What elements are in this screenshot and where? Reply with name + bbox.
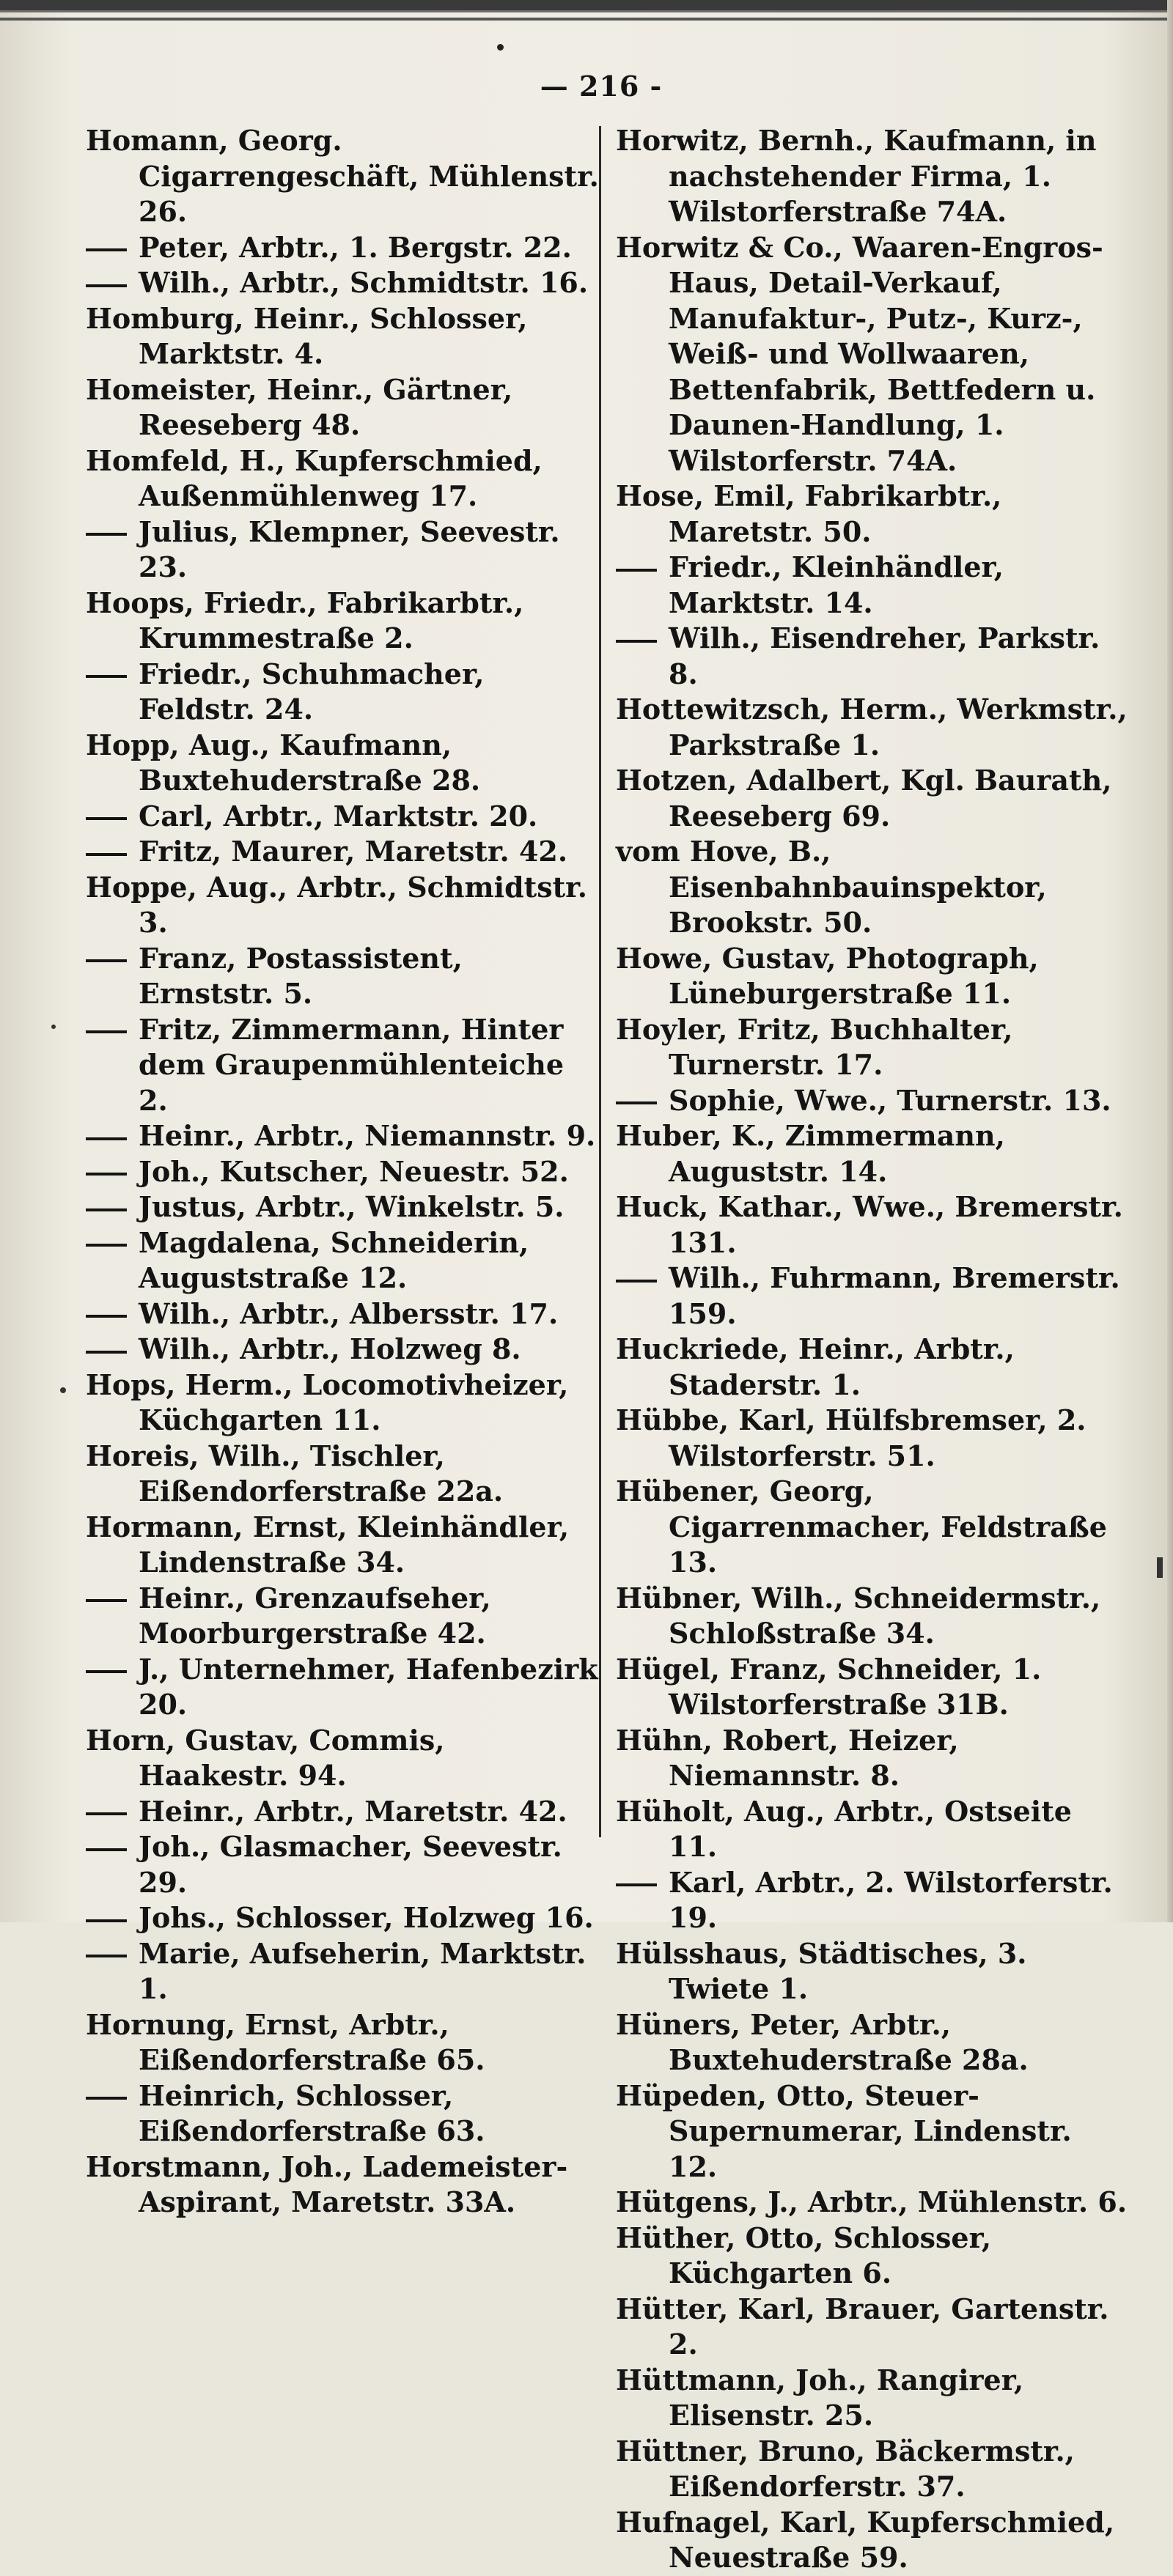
entry-text: Homeister, Heinr., Gärtner, Reeseberg 48.	[86, 372, 513, 441]
right-column	[616, 123, 1129, 2576]
directory-entry	[616, 2078, 1129, 2185]
entry-text: Fritz, Maurer, Maretstr. 42.	[139, 835, 568, 868]
entry-text: Hopp, Aug., Kaufmann, Buxtehuderstraße 28.	[86, 728, 481, 797]
directory-entry	[616, 2434, 1129, 2505]
directory-entry	[616, 2363, 1129, 2434]
entry-text: Hotzen, Adalbert, Kgl. Baurath, Reeseberg 69.	[616, 764, 1112, 833]
entry-text: Joh., Glasmacher, Seevestr. 29.	[139, 1830, 562, 1899]
ditto-dash	[86, 959, 127, 962]
entry-text: Horeis, Wilh., Tischler, Eißendorferstraße 22a.	[86, 1439, 504, 1507]
directory-entry	[86, 514, 599, 586]
ditto-dash	[86, 1351, 127, 1354]
directory-entry	[616, 1652, 1129, 1723]
entry-text: Hormann, Ernst, Kleinhändler, Lindenstraße 34.	[86, 1510, 570, 1579]
entry-text: Hübbe, Karl, Hülfsbremser, 2. Wilstorferstr. 51.	[616, 1403, 1086, 1472]
entry-text: Hülsshaus, Städtisches, 3. Twiete 1.	[616, 1936, 1027, 2005]
directory-entry	[616, 1865, 1129, 1936]
directory-entry	[86, 870, 599, 941]
directory-entry	[86, 443, 599, 514]
directory-entry	[616, 1189, 1129, 1261]
ditto-dash	[86, 817, 127, 820]
entry-text: Hügel, Franz, Schneider, 1. Wilstorferstraße 31B.	[616, 1652, 1042, 1721]
directory-entry	[86, 2078, 599, 2149]
directory-entry	[86, 123, 599, 230]
ditto-dash	[86, 1812, 127, 1815]
directory-entry	[616, 621, 1129, 692]
ditto-dash	[86, 1173, 127, 1176]
directory-entry	[86, 728, 599, 799]
directory-entry	[86, 372, 599, 443]
entry-text: Wilh., Arbtr., Holzweg 8.	[139, 1332, 521, 1365]
entry-text: vom Hove, B., Eisenbahnbauinspektor, Brookstr. 50.	[616, 835, 1047, 939]
ditto-dash	[86, 1599, 127, 1602]
entry-text: Hoppe, Aug., Arbtr., Schmidtstr. 3.	[86, 870, 587, 939]
directory-entry	[86, 1439, 599, 1510]
directory-entry	[86, 1225, 599, 1296]
ditto-dash	[616, 1280, 657, 1283]
directory-entry	[86, 1936, 599, 2007]
directory-entry	[616, 230, 1129, 479]
entry-text: Julius, Klempner, Seevestr. 23.	[139, 514, 560, 583]
directory-entry	[616, 941, 1129, 1012]
entry-text: Marie, Aufseherin, Marktstr. 1.	[139, 1936, 586, 2005]
directory-entry	[616, 1936, 1129, 2007]
entry-text: Hufnagel, Karl, Kupferschmied, Neuestraße 59.	[616, 2505, 1115, 2574]
entry-text: Carl, Arbtr., Marktstr. 20.	[139, 799, 538, 833]
ditto-dash	[86, 675, 127, 678]
entry-text: Johs., Schlosser, Holzweg 16.	[139, 1901, 594, 1934]
entry-text: Heinrich, Schlosser, Eißendorferstraße 63.	[139, 2078, 485, 2147]
left-column	[86, 123, 599, 2221]
entry-text: Hornung, Ernst, Arbtr., Eißendorferstraße 65.	[86, 2007, 485, 2076]
directory-entry	[86, 834, 599, 870]
directory-entry	[86, 1794, 599, 1830]
ditto-dash	[86, 1208, 127, 1211]
directory-entry	[616, 1474, 1129, 1581]
page-number: — 216 -	[540, 70, 663, 103]
directory-entry	[86, 1652, 599, 1723]
entry-text: Horn, Gustav, Commis, Haakestr. 94.	[86, 1723, 445, 1792]
entry-text: Heinr., Grenzaufseher, Moorburgerstraße 42.	[139, 1581, 491, 1650]
entry-text: Huber, K., Zimmermann, Auguststr. 14.	[616, 1119, 1005, 1188]
directory-entry	[86, 941, 599, 1012]
ditto-dash	[86, 2097, 127, 2100]
entry-text: Homann, Georg. Cigarrengeschäft, Mühlenstr. 26.	[86, 124, 599, 228]
directory-entry	[86, 1829, 599, 1900]
directory-entry	[86, 1189, 599, 1225]
entry-text: Hops, Herm., Locomotivheizer, Küchgarten 11.	[86, 1368, 569, 1436]
entry-text: Horwitz & Co., Waaren-Engros-Haus, Detail-Verkauf, Manufaktur-, Putz-, Kurz-, Weiß- und Wollwaaren, Bettenfabrik, Bettfedern u. Daunen-Handlung, 1. Wilstorferstr. 74A.	[616, 230, 1103, 477]
entry-text: Hütter, Karl, Brauer, Gartenstr. 2.	[616, 2292, 1109, 2361]
ditto-dash	[86, 1030, 127, 1033]
entry-text: Hottewitzsch, Herm., Werkmstr., Parkstraße 1.	[616, 693, 1128, 761]
directory-entry	[616, 2505, 1129, 2576]
directory-entry	[86, 2007, 599, 2078]
entry-text: Hüners, Peter, Arbtr., Buxtehuderstraße 28a.	[616, 2007, 1029, 2076]
ditto-dash	[86, 248, 127, 251]
directory-entry	[616, 1403, 1129, 1474]
directory-entry	[86, 1900, 599, 1936]
directory-entry	[616, 1332, 1129, 1403]
directory-entry	[86, 2149, 599, 2221]
directory-entry	[616, 1261, 1129, 1332]
entry-text: Joh., Kutscher, Neuestr. 52.	[139, 1154, 569, 1188]
ditto-dash	[616, 1883, 657, 1886]
directory-entry	[616, 692, 1129, 763]
entry-text: Karl, Arbtr., 2. Wilstorferstr. 19.	[669, 1865, 1113, 1934]
ditto-dash	[86, 533, 127, 536]
ditto-dash	[86, 1137, 127, 1140]
directory-entry	[616, 1083, 1129, 1119]
entry-text: Hühn, Robert, Heizer, Niemannstr. 8.	[616, 1723, 959, 1792]
entry-text: Wilh., Arbtr., Albersstr. 17.	[139, 1296, 559, 1330]
directory-entry	[86, 301, 599, 372]
ditto-dash	[86, 284, 127, 287]
directory-entry	[616, 1012, 1129, 1083]
entry-text: Huck, Kathar., Wwe., Bremerstr. 131.	[616, 1190, 1123, 1259]
ink-speck	[60, 1387, 66, 1393]
entry-text: Hüttmann, Joh., Rangirer, Elisenstr. 25.	[616, 2363, 1024, 2432]
directory-entry	[86, 1332, 599, 1368]
directory-entry	[86, 1581, 599, 1652]
entry-text: Fritz, Zimmermann, Hinter dem Graupenmühlenteiche 2.	[139, 1012, 565, 1117]
directory-entry	[86, 265, 599, 301]
directory-entry	[86, 586, 599, 657]
entry-text: Hübener, Georg, Cigarrenmacher, Feldstraße 13.	[616, 1475, 1107, 1579]
entry-text: Hüholt, Aug., Arbtr., Ostseite 11.	[616, 1794, 1072, 1863]
column-divider	[599, 126, 601, 1837]
directory-entry	[86, 1118, 599, 1154]
entry-text: Hübner, Wilh., Schneidermstr., Schloßstraße 34.	[616, 1581, 1101, 1650]
top-border-rule-thin	[0, 18, 1173, 21]
entry-text: Wilh., Fuhrmann, Bremerstr. 159.	[669, 1261, 1120, 1330]
ink-speck	[51, 1025, 56, 1029]
ditto-dash	[86, 1244, 127, 1247]
directory-entry	[86, 657, 599, 728]
entry-text: Homburg, Heinr., Schlosser, Marktstr. 4.	[86, 301, 528, 370]
entry-text: Homfeld, H., Kupferschmied, Außenmühlenweg 17.	[86, 443, 543, 512]
entry-text: Heinr., Arbtr., Niemannstr. 9.	[139, 1119, 596, 1152]
ditto-dash	[86, 1955, 127, 1957]
directory-entry	[616, 1723, 1129, 1794]
ink-dot	[497, 44, 504, 51]
directory-entry	[86, 1368, 599, 1439]
entry-text: Horstmann, Joh., Lademeister-Aspirant, Maretstr. 33A.	[86, 2149, 568, 2218]
entry-text: Friedr., Schuhmacher, Feldstr. 24.	[139, 657, 485, 726]
directory-entry	[616, 123, 1129, 230]
directory-entry	[86, 1723, 599, 1794]
entry-text: Wilh., Eisendreher, Parkstr. 8.	[669, 621, 1100, 690]
entry-text: Hütgens, J., Arbtr., Mühlenstr. 6.	[616, 2185, 1128, 2218]
ditto-dash	[86, 1315, 127, 1318]
directory-entry	[616, 1581, 1129, 1652]
entry-text: Magdalena, Schneiderin, Auguststraße 12.	[139, 1225, 529, 1294]
directory-entry	[86, 1296, 599, 1332]
ditto-dash	[86, 1848, 127, 1851]
directory-entry	[616, 2185, 1129, 2221]
top-border-rule	[0, 0, 1173, 12]
edge-mark	[1157, 1557, 1163, 1578]
ditto-dash	[616, 569, 657, 572]
directory-entry	[616, 2221, 1129, 2292]
entry-text: Horwitz, Bernh., Kaufmann, in nachstehender Firma, 1. Wilstorferstraße 74A.	[616, 124, 1097, 228]
directory-entry	[86, 1510, 599, 1581]
entry-text: Justus, Arbtr., Winkelstr. 5.	[139, 1190, 565, 1223]
directory-entry	[86, 799, 599, 835]
entry-text: Franz, Postassistent, Ernststr. 5.	[139, 941, 463, 1010]
directory-entry	[86, 1154, 599, 1190]
entry-text: Howe, Gustav, Photograph, Lüneburgerstraße 11.	[616, 941, 1039, 1010]
entry-text: Hüpeden, Otto, Steuer-Supernumerar, Lindenstr. 12.	[616, 2078, 1072, 2183]
entry-text: Hüther, Otto, Schlosser, Küchgarten 6.	[616, 2221, 992, 2289]
ditto-dash	[616, 1101, 657, 1104]
directory-entry	[616, 2292, 1129, 2363]
directory-entry	[616, 763, 1129, 834]
directory-entry	[616, 1794, 1129, 1865]
directory-entry	[616, 1118, 1129, 1189]
page-edge	[1167, 0, 1173, 1922]
entry-text: Hose, Emil, Fabrikarbtr., Maretstr. 50.	[616, 479, 1002, 548]
entry-text: Peter, Arbtr., 1. Bergstr. 22.	[139, 230, 572, 264]
directory-entry	[616, 550, 1129, 621]
entry-text: Huckriede, Heinr., Arbtr., Staderstr. 1.	[616, 1332, 1015, 1401]
ditto-dash	[86, 853, 127, 856]
ditto-dash	[616, 640, 657, 643]
entry-text: Sophie, Wwe., Turnerstr. 13.	[669, 1083, 1111, 1117]
entry-text: Hoops, Friedr., Fabrikarbtr., Krummestraße 2.	[86, 586, 524, 654]
directory-entry	[86, 230, 599, 266]
entry-text: Friedr., Kleinhändler, Marktstr. 14.	[669, 550, 1004, 619]
entry-text: Hüttner, Bruno, Bäckermstr., Eißendorferstr. 37.	[616, 2434, 1075, 2503]
directory-entry	[616, 2007, 1129, 2078]
entry-text: Heinr., Arbtr., Maretstr. 42.	[139, 1794, 567, 1828]
directory-entry	[616, 834, 1129, 941]
directory-entry	[86, 1012, 599, 1119]
entry-text: Hoyler, Fritz, Buchhalter, Turnerstr. 17.	[616, 1012, 1013, 1081]
directory-entry	[616, 479, 1129, 550]
entry-text: Wilh., Arbtr., Schmidtstr. 16.	[139, 266, 589, 299]
entry-text: J., Unternehmer, Hafenbezirk 20.	[139, 1652, 598, 1721]
ditto-dash	[86, 1919, 127, 1922]
ditto-dash	[86, 1670, 127, 1673]
